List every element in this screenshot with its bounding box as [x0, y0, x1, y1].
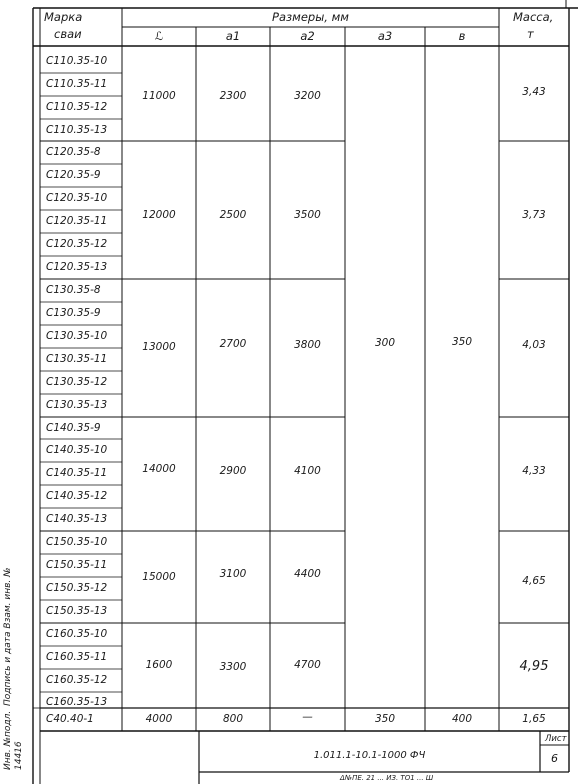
header-mass-unit: т [527, 27, 534, 41]
pile-mark: С130.35-10 [46, 330, 108, 342]
pile-mark: С140.35-11 [46, 467, 108, 479]
group-4-mass: 4,33 [522, 465, 546, 477]
shared-b: 350 [451, 336, 473, 348]
group-2-a2: 3500 [294, 209, 321, 221]
pile-mark: С160.35-11 [46, 651, 108, 663]
footer-fragment: Δ№ПЕ. 21 ... ИЗ. ТО1 ... Ш [340, 774, 434, 782]
side-label-signature: Подпись и дата Взам. инв. № [3, 567, 13, 706]
group-2-l: 12000 [142, 209, 176, 221]
group-5-a2: 4400 [294, 568, 321, 580]
group-3-mass: 4,03 [522, 339, 546, 351]
header-col-a3: a3 [377, 29, 393, 43]
pile-mark: С130.35-9 [46, 307, 101, 319]
pile-mark: С160.35-10 [46, 628, 108, 640]
pile-mark: С120.35-10 [46, 192, 108, 204]
last-row-a3: 350 [374, 713, 396, 725]
header-dimensions: Размеры, мм [272, 10, 349, 24]
pile-mark: С130.35-11 [46, 353, 108, 365]
group-4-a2: 4100 [294, 465, 321, 477]
group-2-mass: 3,73 [522, 209, 546, 221]
pile-mark: С150.35-11 [46, 559, 108, 571]
group-5-mass: 4,65 [522, 575, 546, 587]
group-1-a1: 2300 [219, 90, 247, 102]
document-code: 1.011.1-10.1-1000 ФЧ [313, 750, 426, 761]
pile-mark: С110.35-12 [46, 101, 108, 113]
header-mass: Масса, [513, 10, 554, 24]
pile-mark: С130.35-8 [46, 284, 101, 296]
pile-mark: С160.35-12 [46, 674, 108, 686]
last-row-a1: 800 [222, 713, 244, 725]
pile-mark: С120.35-11 [46, 215, 108, 227]
group-6-l: 1600 [145, 659, 173, 671]
group-1-l: 11000 [142, 90, 176, 102]
sheet-label: Лист [545, 734, 567, 744]
last-row-l: 4000 [145, 713, 173, 725]
group-3-a2: 3800 [294, 339, 321, 351]
pile-mark: С120.35-13 [46, 261, 108, 273]
group-3-l: 13000 [142, 341, 176, 353]
last-row-mass: 1,65 [522, 713, 546, 725]
pile-mark: С110.35-11 [46, 78, 108, 90]
group-6-a2: 4700 [294, 659, 321, 671]
shared-a3: 300 [374, 337, 396, 349]
header-col-l: ℒ [154, 29, 164, 43]
group-6-a1: 3300 [219, 661, 247, 673]
pile-mark: С120.35-8 [46, 146, 101, 158]
pile-mark: С140.35-12 [46, 490, 108, 502]
pile-mark: С130.35-12 [46, 376, 108, 388]
sheet-number: 6 [551, 752, 558, 765]
group-4-a1: 2900 [219, 465, 247, 477]
pile-mark: С110.35-13 [46, 124, 108, 136]
header-mark-label-2: сваи [54, 27, 82, 41]
group-4-l: 14000 [142, 463, 176, 475]
pile-mark: С120.35-9 [46, 169, 101, 181]
header-col-a1: a1 [225, 29, 241, 43]
last-row-a2: — [302, 711, 313, 723]
pile-mark: С150.35-12 [46, 582, 108, 594]
pile-mark: С140.35-13 [46, 513, 108, 525]
pile-mark: С140.35-9 [46, 422, 101, 434]
pile-mark: С140.35-10 [46, 444, 108, 456]
pile-mark: С160.35-13 [46, 696, 108, 708]
last-row-b: 400 [451, 713, 473, 725]
header-col-b: в [458, 29, 466, 43]
pile-mark: С150.35-13 [46, 605, 108, 617]
pile-mark: С110.35-10 [46, 55, 108, 67]
pile-mark: С150.35-10 [46, 536, 108, 548]
header-mark-label: Марка [44, 10, 83, 24]
group-2-a1: 2500 [219, 209, 247, 221]
pile-mark: С40.40-1 [46, 713, 94, 725]
group-3-a1: 2700 [219, 338, 247, 350]
group-1-a2: 3200 [294, 90, 321, 102]
group-1-mass: 3,43 [522, 86, 546, 98]
group-5-l: 15000 [142, 571, 176, 583]
pile-mark: С120.35-12 [46, 238, 108, 250]
pile-mark: С130.35-13 [46, 399, 108, 411]
group-5-a1: 3100 [219, 568, 247, 580]
side-label-number: Инв. №подл. [3, 710, 13, 770]
side-inv-number: 14416 [14, 741, 24, 770]
group-6-mass: 4,95 [519, 659, 549, 674]
header-col-a2: a2 [300, 29, 315, 43]
